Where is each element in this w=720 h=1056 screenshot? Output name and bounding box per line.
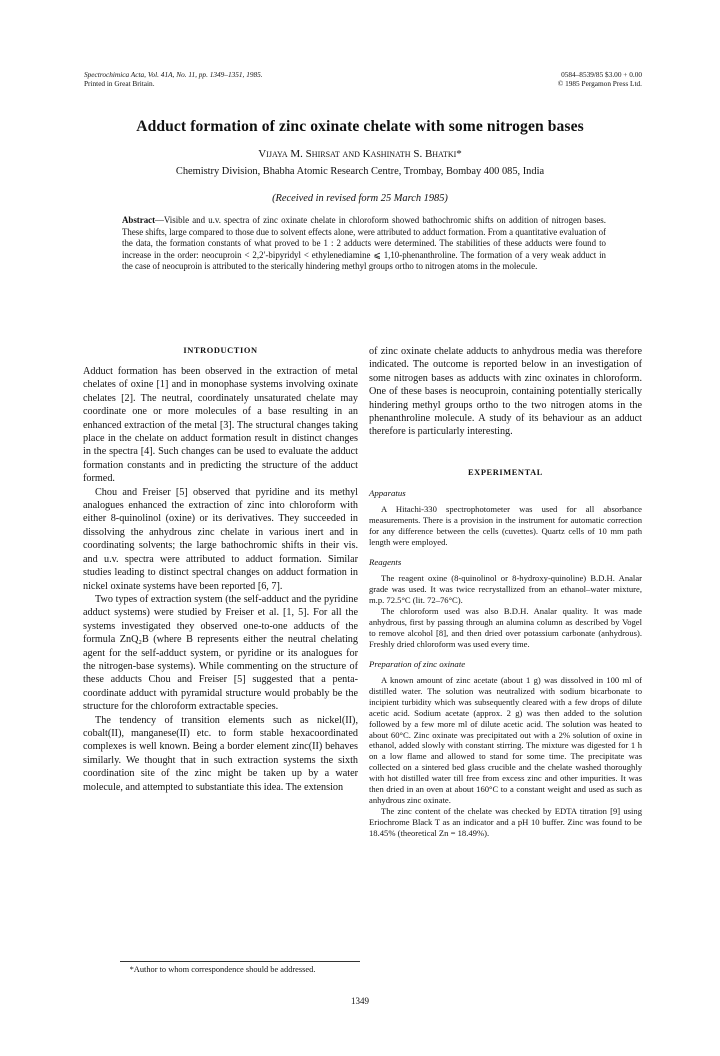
footnote-rule [120, 961, 360, 962]
abstract [122, 215, 606, 273]
apparatus-text: A Hitachi-330 spectrophotometer was used for all absorbance measurements. There is a provision in the instrument for automatic correction for any difference between the cells (cuvettes). Quartz cells of 10 mm path length were employed. [369, 504, 642, 547]
page-number: 1349 [351, 996, 369, 1006]
price-header [558, 70, 642, 88]
journal-citation: Spectrochimica Acta, Vol. 41A, No. 11, pp. 1349–1351, 1985. [84, 70, 263, 79]
reagents-text-1: The reagent oxine (8-quinolinol or 8-hydroxy-quinoline) B.D.H. Analar grade was used. It was twice recrystallized from an ethanol–water mixture, m.p. 72.5°C (lit. 72–76°C). [369, 573, 642, 606]
intro-paragraph-4: The tendency of transition elements such as nickel(II), cobalt(II), manganese(II) etc. to form stable hexacoordinated complexes is well known. Being a border element zinc(II) behaves similarly. We thought that in such extraction systems the sixth coordination site of the zinc might be taken up by a water molecule, and attempted to substantiate this idea. The extension [83, 714, 358, 793]
right-column [369, 345, 642, 839]
intro-paragraph-2: Chou and Freiser [5] observed that pyridine and its methyl analogues enhanced the extraction of zinc into chloroform with either 8-quinolinol (oxine) or its derivatives. They succeeded in dissolving the anhydrous zinc chelate in various inert and in coordinating solvents; the large bathochromic shifts in their vis. and u.v. spectra were attributed to adduct formation. Similar studies leading to distinct spectral changes on adduct formation in nickel oxinate systems have been reported [6, 7]. [83, 486, 358, 592]
abstract-label: Abstract [122, 215, 156, 225]
preparation-text-1: A known amount of zinc acetate (about 1 g) was dissolved in 100 ml of distilled water. The solution was neutralized with sodium bicarbonate to incipient turbidity which was subsequently cleared with a few drops of dilute acetic acid. Sodium acetate (approx. 2 g) was then added to the solution followed by a few more ml of dilute acetic acid. The solution was heated to about 60°C. Zinc oxinate was precipitated out with a 2% solution of oxine in ethanol, added slowly with constant stirring. The mixture was digested for 1 h on a low flame and allowed to stand for some time. The precipitate was collected on a sintered bed glass crucible and the chelate washed thoroughly with hot distilled water till free from excess zinc and other impurities. It was then dried in an oven at about 160°C to a constant weight and used as such as anhydrous zinc oxinate. [369, 675, 642, 805]
preparation-text-2: The zinc content of the chelate was checked by EDTA titration [9] using Eriochrome Black T as an indicator and a pH 10 buffer. Zinc was found to be 18.45% (theoretical Zn = 18.49%). [369, 805, 642, 838]
preparation-heading: Preparation of zinc oxinate [369, 658, 466, 669]
price-code: 0584–8539/85 $3.00 + 0.00 [561, 70, 642, 79]
left-column [83, 345, 358, 794]
intro-paragraph-5: of zinc oxinate chelate adducts to anhydrous media was therefore indicated. The outcome is reported below in an investigation of some nitrogen bases as adducts with zinc oxinates in chloroform. One of these bases is neocuproin, containing potentially sterically hindering methyl groups ortho to the two nitrogen atoms in the phenanthroline molecule. A study of its behaviour as an adduct therefore is particularly interesting. [369, 346, 642, 438]
apparatus-heading: Apparatus [369, 487, 406, 498]
affiliation: Chemistry Division, Bhabha Atomic Research Centre, Trombay, Bombay 400 085, India [175, 166, 545, 177]
correspondence-footnote: *Author to whom correspondence should be addressed. [129, 965, 316, 974]
printed-in: Printed in Great Britain. [84, 79, 155, 88]
experimental-heading: EXPERIMENTAL [468, 467, 543, 477]
received-date: (Received in revised form 25 March 1985) [272, 193, 448, 204]
paper-title: Adduct formation of zinc oxinate chelate with some nitrogen bases [136, 118, 584, 135]
intro-paragraph-3: Two types of extraction system (the self-adduct and the pyridine adduct systems) were studied by Freiser et al. [1, 5]. For all the systems investigated they observed one-to-one adducts of the formula ZnQ₂B (where B represents either the neutral chelating agent for the self-adduct system, or pyridine or its analogues for the nitrogen-base systems). While commenting on the structure of these adducts Chou and Freiser [5] suggested that a penta-coordinate adduct with pyramidal structure would probably be the structure for the chloroform extractable species. [83, 593, 358, 713]
journal-header [84, 70, 263, 88]
copyright: © 1985 Pergamon Press Ltd. [557, 79, 642, 88]
reagents-heading: Reagents [369, 556, 402, 567]
authors: Vijaya M. Shirsat and Kashinath S. Bhatki* [258, 148, 462, 160]
introduction-heading: INTRODUCTION [183, 346, 258, 355]
reagents-text-2: The chloroform used was also B.D.H. Analar quality. It was made anhydrous, first by passing through an alumina column as described by Vogel to remove alcohol [8], and then dried over potassium carbonate (anhydrous). Freshly dried chloroform was used every time. [369, 606, 642, 649]
intro-paragraph-1: Adduct formation has been observed in the extraction of metal chelates of oxine [1] and in monophase systems involving oxinate chelates [2]. The neutral, coordinately unsaturated chelate may coordinate one or more molecules of a base resulting in an enhanced extraction of the metal [3]. The structural changes taking place in the chelate on adduct formation result in distinct changes in the spectra [4]. Such changes can be used to evaluate the adduct formation constants and in predicting the structure of the adduct formed. [83, 366, 358, 485]
abstract-text: —Visible and u.v. spectra of zinc oxinate chelate in chloroform showed bathochromic shifts on addition of nitrogen bases. These shifts, large compared to those due to solvent effects alone, were attributed to adduct formation. From a quantitative evaluation of the data, the formation constants of what proved to be 1 : 2 adducts were determined. The stabilities of these adducts were found to increase in the order: neocuproin < 2,2′-bipyridyl < ethylenediamine ⩽ 1,10-phenanthroline. The formation of a very weak adduct in the case of neocuproin is attributed to the sterically hindering methyl groups ortho to nitrogen atoms in the molecule. [122, 215, 606, 272]
